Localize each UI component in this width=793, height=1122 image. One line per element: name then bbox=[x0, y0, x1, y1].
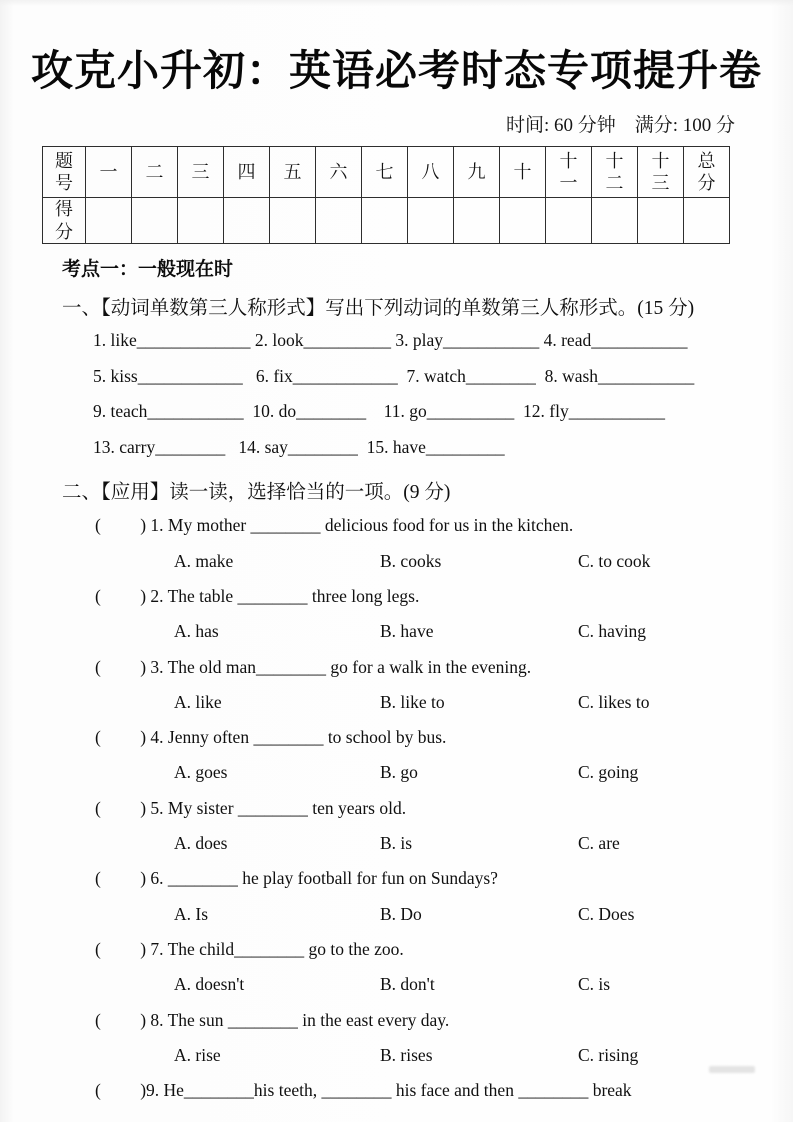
option-a: A. like bbox=[174, 691, 222, 712]
option-c: C. Does bbox=[578, 903, 635, 924]
verb-row: 5. kiss____________ 6. fix____________ 7. watch________ 8. wash___________ bbox=[93, 365, 695, 386]
question-options-7 bbox=[174, 967, 793, 1002]
paper-title: 攻克小升初：英语必考时态专项提升卷 bbox=[30, 47, 762, 94]
score-table-points-row bbox=[43, 198, 730, 244]
points-empty-cell bbox=[316, 198, 362, 244]
points-empty-cell bbox=[500, 198, 546, 244]
option-a: A. doesn't bbox=[174, 974, 245, 995]
option-a: A. does bbox=[174, 833, 228, 854]
column-header-2: 二 bbox=[145, 161, 164, 182]
verb-list bbox=[93, 323, 793, 465]
column-header-7: 七 bbox=[375, 161, 394, 182]
points-empty-cell bbox=[270, 198, 316, 244]
points-empty-cell bbox=[178, 198, 224, 244]
verb-row: 9. teach___________ 10. do________ 11. go__________ 12. fly___________ bbox=[93, 401, 665, 422]
column-header-cell bbox=[638, 147, 684, 198]
verb-row: 1. like_____________ 2. look__________ 3. play___________ 4. read___________ bbox=[93, 330, 688, 350]
points-empty-cell bbox=[362, 198, 408, 244]
column-header-10: 十 bbox=[513, 161, 532, 182]
option-a: A. make bbox=[174, 550, 234, 571]
column-header-cell bbox=[178, 147, 224, 198]
column-header-cell bbox=[684, 147, 730, 198]
question-options-1 bbox=[174, 544, 793, 579]
question-options-5 bbox=[174, 826, 793, 861]
question-stem-8: ( ) 8. The sun ________ in the east every day. bbox=[95, 1009, 450, 1030]
question-stem-5: ( ) 5. My sister ________ ten years old. bbox=[95, 797, 407, 818]
option-c: C. likes to bbox=[578, 691, 650, 712]
question-stem-6: ( ) 6. ________ he play football for fun on Sundays? bbox=[95, 868, 498, 889]
column-header-5: 五 bbox=[283, 161, 302, 182]
column-header-11: 十一 bbox=[559, 150, 578, 193]
option-b: B. rises bbox=[380, 1044, 433, 1065]
option-b: B. go bbox=[380, 762, 418, 783]
question-stem-1: ( ) 1. My mother ________ delicious food for us in the kitchen. bbox=[95, 515, 574, 536]
option-c: C. are bbox=[578, 833, 620, 854]
part1-heading: 一、【动词单数第三人称形式】写出下列动词的单数第三人称形式。(15 分) bbox=[62, 298, 695, 319]
column-header-3: 三 bbox=[191, 161, 210, 182]
column-header-cell bbox=[546, 147, 592, 198]
column-header-cell bbox=[592, 147, 638, 198]
points-empty-cell bbox=[224, 198, 270, 244]
column-header-cell bbox=[224, 147, 270, 198]
option-c: C. is bbox=[578, 974, 611, 995]
score-table-question-number-row bbox=[43, 147, 730, 198]
option-b: B. don't bbox=[380, 974, 435, 995]
column-header-cell bbox=[270, 147, 316, 198]
option-b: B. have bbox=[380, 621, 434, 642]
part2-heading: 二、【应用】读一读，选择恰当的一项。(9 分) bbox=[62, 482, 451, 504]
question-options-2 bbox=[174, 614, 793, 649]
column-header-cell bbox=[362, 147, 408, 198]
multiple-choice-list bbox=[0, 508, 793, 1108]
column-header-6: 六 bbox=[329, 161, 348, 182]
points-label-cell bbox=[43, 198, 86, 244]
option-a: A. rise bbox=[174, 1044, 221, 1065]
option-b: B. Do bbox=[380, 903, 422, 924]
column-header-13: 十三 bbox=[651, 150, 670, 193]
exam-time-score-meta: 时间: 60 分钟 满分: 100 分 bbox=[505, 115, 735, 136]
column-header-cell bbox=[86, 147, 132, 198]
option-c: C. having bbox=[578, 621, 647, 642]
question-stem-4: ( ) 4. Jenny often ________ to school by bus. bbox=[95, 727, 447, 748]
column-header-1: 一 bbox=[99, 161, 118, 182]
option-a: A. has bbox=[174, 621, 219, 642]
question-number-label: 题号 bbox=[55, 150, 73, 193]
points-empty-cell bbox=[86, 198, 132, 244]
option-a: A. Is bbox=[174, 903, 209, 924]
points-empty-cell bbox=[408, 198, 454, 244]
question-stem-3: ( ) 3. The old man________ go for a walk in the evening. bbox=[95, 656, 532, 677]
question-stem-2: ( ) 2. The table ________ three long legs. bbox=[95, 585, 420, 606]
points-empty-cell bbox=[132, 198, 178, 244]
option-c: C. going bbox=[578, 762, 639, 783]
option-a: A. goes bbox=[174, 762, 228, 783]
option-b: B. is bbox=[380, 833, 413, 854]
option-c: C. to cook bbox=[578, 550, 651, 571]
column-header-12: 十二 bbox=[605, 150, 624, 193]
verb-row: 13. carry________ 14. say________ 15. have_________ bbox=[93, 436, 505, 457]
points-empty-cell bbox=[592, 198, 638, 244]
column-header-8: 八 bbox=[421, 161, 440, 182]
column-header-cell bbox=[454, 147, 500, 198]
points-empty-cell bbox=[684, 198, 730, 244]
column-header-cell bbox=[408, 147, 454, 198]
question-stem-9: ( )9. He________his teeth, ________ his face and then ________ break bbox=[95, 1080, 632, 1101]
column-header-total: 总分 bbox=[697, 150, 716, 193]
column-header-4: 四 bbox=[237, 161, 256, 182]
question-stem-7: ( ) 7. The child________ go to the zoo. bbox=[95, 938, 404, 959]
column-header-cell bbox=[316, 147, 362, 198]
column-header-cell bbox=[500, 147, 546, 198]
points-label: 得分 bbox=[55, 199, 73, 242]
option-b: B. cooks bbox=[380, 550, 442, 571]
question-options-4 bbox=[174, 755, 793, 790]
test-point-heading: 考点一：一般现在时 bbox=[62, 259, 234, 280]
option-c: C. rising bbox=[578, 1044, 639, 1065]
score-table bbox=[42, 146, 730, 244]
points-empty-cell bbox=[546, 198, 592, 244]
question-number-label-cell bbox=[43, 147, 86, 198]
question-options-6 bbox=[174, 897, 793, 932]
points-empty-cell bbox=[454, 198, 500, 244]
question-options-8 bbox=[174, 1038, 793, 1073]
option-b: B. like to bbox=[380, 691, 445, 712]
column-header-9: 九 bbox=[467, 161, 486, 182]
points-empty-cell bbox=[638, 198, 684, 244]
column-header-cell bbox=[132, 147, 178, 198]
question-options-3 bbox=[174, 685, 793, 720]
